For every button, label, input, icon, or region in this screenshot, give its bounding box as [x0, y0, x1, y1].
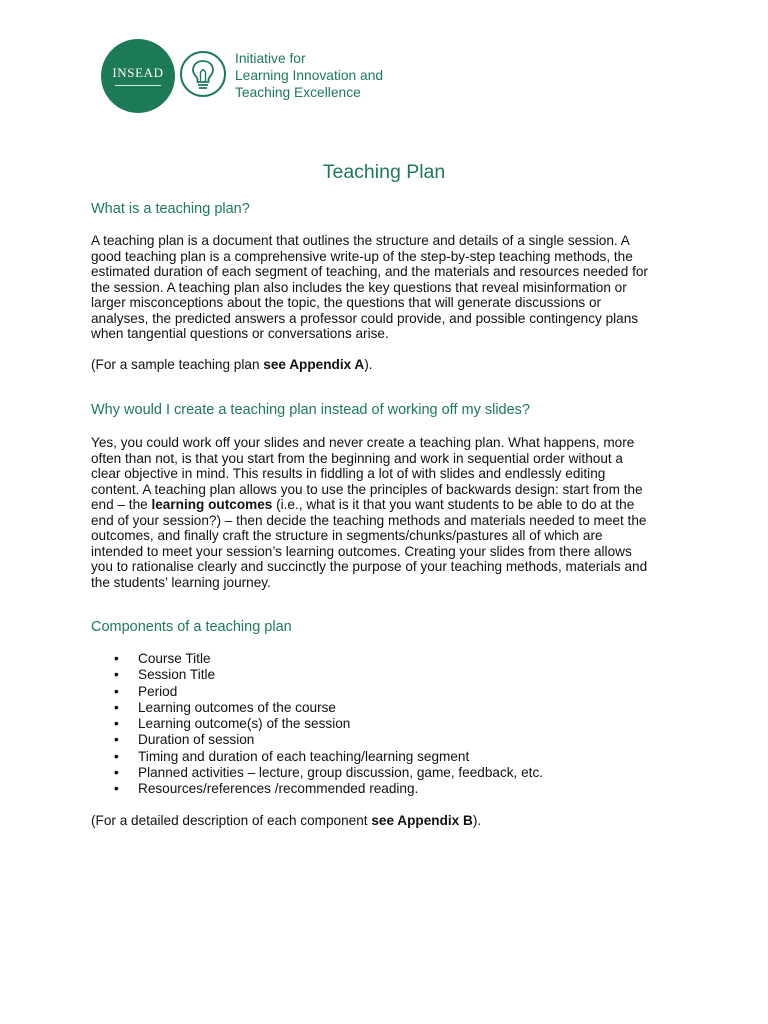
text-fragment: (For a detailed description of each component — [91, 813, 372, 828]
appendix-a-reference: see Appendix A — [263, 357, 365, 372]
text-line: Yes, you could work off your slides and never create a teaching plan. What happens, more — [91, 435, 635, 450]
bullet: • — [114, 683, 119, 699]
text-line: content. A teaching plan allows you to use the principles of backwards design: start from the — [91, 481, 643, 497]
header — [101, 39, 421, 115]
lightbulb-icon — [179, 50, 227, 98]
text-line — [91, 813, 681, 829]
text-line: A teaching plan is a document that outlines the structure and details of a single session. A — [91, 233, 630, 248]
bullet: • — [114, 732, 119, 748]
text-line: good teaching plan is a comprehensive write-up of the step-by-step teaching methods, the — [91, 248, 633, 264]
text-line: clear objective in mind. This results in fiddling a lot of with slides and endlessly editing — [91, 466, 606, 481]
text-line — [91, 357, 681, 373]
text-line: analyses, the predicted answers a professor could provide, and possible contingency plans — [91, 310, 639, 326]
bullet: • — [114, 765, 119, 781]
initiative-line: Learning Innovation and — [235, 68, 384, 83]
list-item-text: Session Title — [138, 667, 216, 683]
paragraph-definition — [91, 233, 681, 342]
section-heading-components: Components of a teaching plan — [91, 619, 292, 635]
logo-divider — [115, 85, 161, 86]
text-fragment: end – the — [91, 497, 152, 512]
list-item — [91, 700, 543, 716]
text-line: end of your session?) – then decide the teaching methods and materials needed to meet the — [91, 512, 647, 528]
bullet: • — [114, 667, 119, 683]
sample-reference — [91, 357, 681, 373]
text-line: intended to meet your session’s learning outcomes. Creating your slides from there allows — [91, 543, 632, 559]
text-fragment: (i.e., what is it that you want students to be able to do at the — [272, 497, 635, 512]
text-line: outcomes, and finally craft the structure in segments/chunks/pastures all of which are — [91, 528, 603, 543]
appendix-b-reference: see Appendix B — [371, 813, 473, 828]
list-item — [91, 765, 543, 781]
text-fragment: ). — [364, 357, 373, 372]
text-fragment: ). — [472, 813, 482, 828]
detail-reference — [91, 813, 681, 829]
list-item-text: Period — [138, 683, 178, 699]
list-item — [91, 684, 543, 700]
list-item — [91, 651, 543, 667]
text-line: the session. A teaching plan also includes the key questions that reveal misinformation or — [91, 279, 627, 295]
initiative-line: Teaching Excellence — [235, 85, 361, 100]
insead-logo — [101, 39, 175, 113]
text-line: the students’ learning journey. — [91, 574, 271, 590]
logo-text: INSEAD — [112, 65, 164, 80]
list-item-text: Duration of session — [138, 732, 255, 748]
page-title: Teaching Plan — [322, 161, 446, 183]
text-line: you to rationalise clearly and succinctly the purpose of your teaching methods, materials and — [91, 559, 648, 574]
list-item-text: Planned activities – lecture, group discussion, game, feedback, etc. — [138, 765, 544, 781]
bullet: • — [114, 781, 119, 797]
paragraph-rationale — [91, 435, 681, 590]
list-item — [91, 667, 543, 683]
list-item — [91, 749, 543, 765]
list-item — [91, 732, 543, 748]
initiative-line: Initiative for — [235, 51, 306, 66]
components-list — [91, 651, 543, 798]
learning-outcomes-emphasis: learning outcomes — [151, 497, 273, 512]
initiative-title — [235, 50, 435, 101]
text-line: larger misconceptions about the topic, the questions that will generate discussions or — [91, 295, 602, 310]
list-item — [91, 781, 543, 797]
bullet: • — [114, 748, 119, 764]
bullet: • — [114, 699, 119, 715]
list-item — [91, 716, 543, 732]
text-fragment: (For a sample teaching plan — [91, 357, 264, 372]
list-item-text: Course Title — [138, 651, 211, 666]
bullet: • — [114, 651, 119, 666]
text-line — [91, 497, 681, 513]
list-item-text: Learning outcome(s) of the session — [138, 716, 351, 732]
bullet: • — [114, 716, 119, 732]
list-item-text: Learning outcomes of the course — [138, 699, 336, 715]
list-item-text: Resources/references /recommended reading. — [138, 781, 419, 797]
text-line: estimated duration of each segment of teaching, and the materials and resources needed for — [91, 264, 648, 279]
list-item-text: Timing and duration of each teaching/learning segment — [138, 748, 470, 764]
section-heading-what: What is a teaching plan? — [91, 201, 250, 217]
text-line: when tangential questions or conversations arise. — [91, 326, 389, 341]
section-heading-why: Why would I create a teaching plan instead of working off my slides? — [91, 402, 530, 418]
text-line: often than not, is that you start from the beginning and work in sequential order without a — [91, 450, 623, 466]
